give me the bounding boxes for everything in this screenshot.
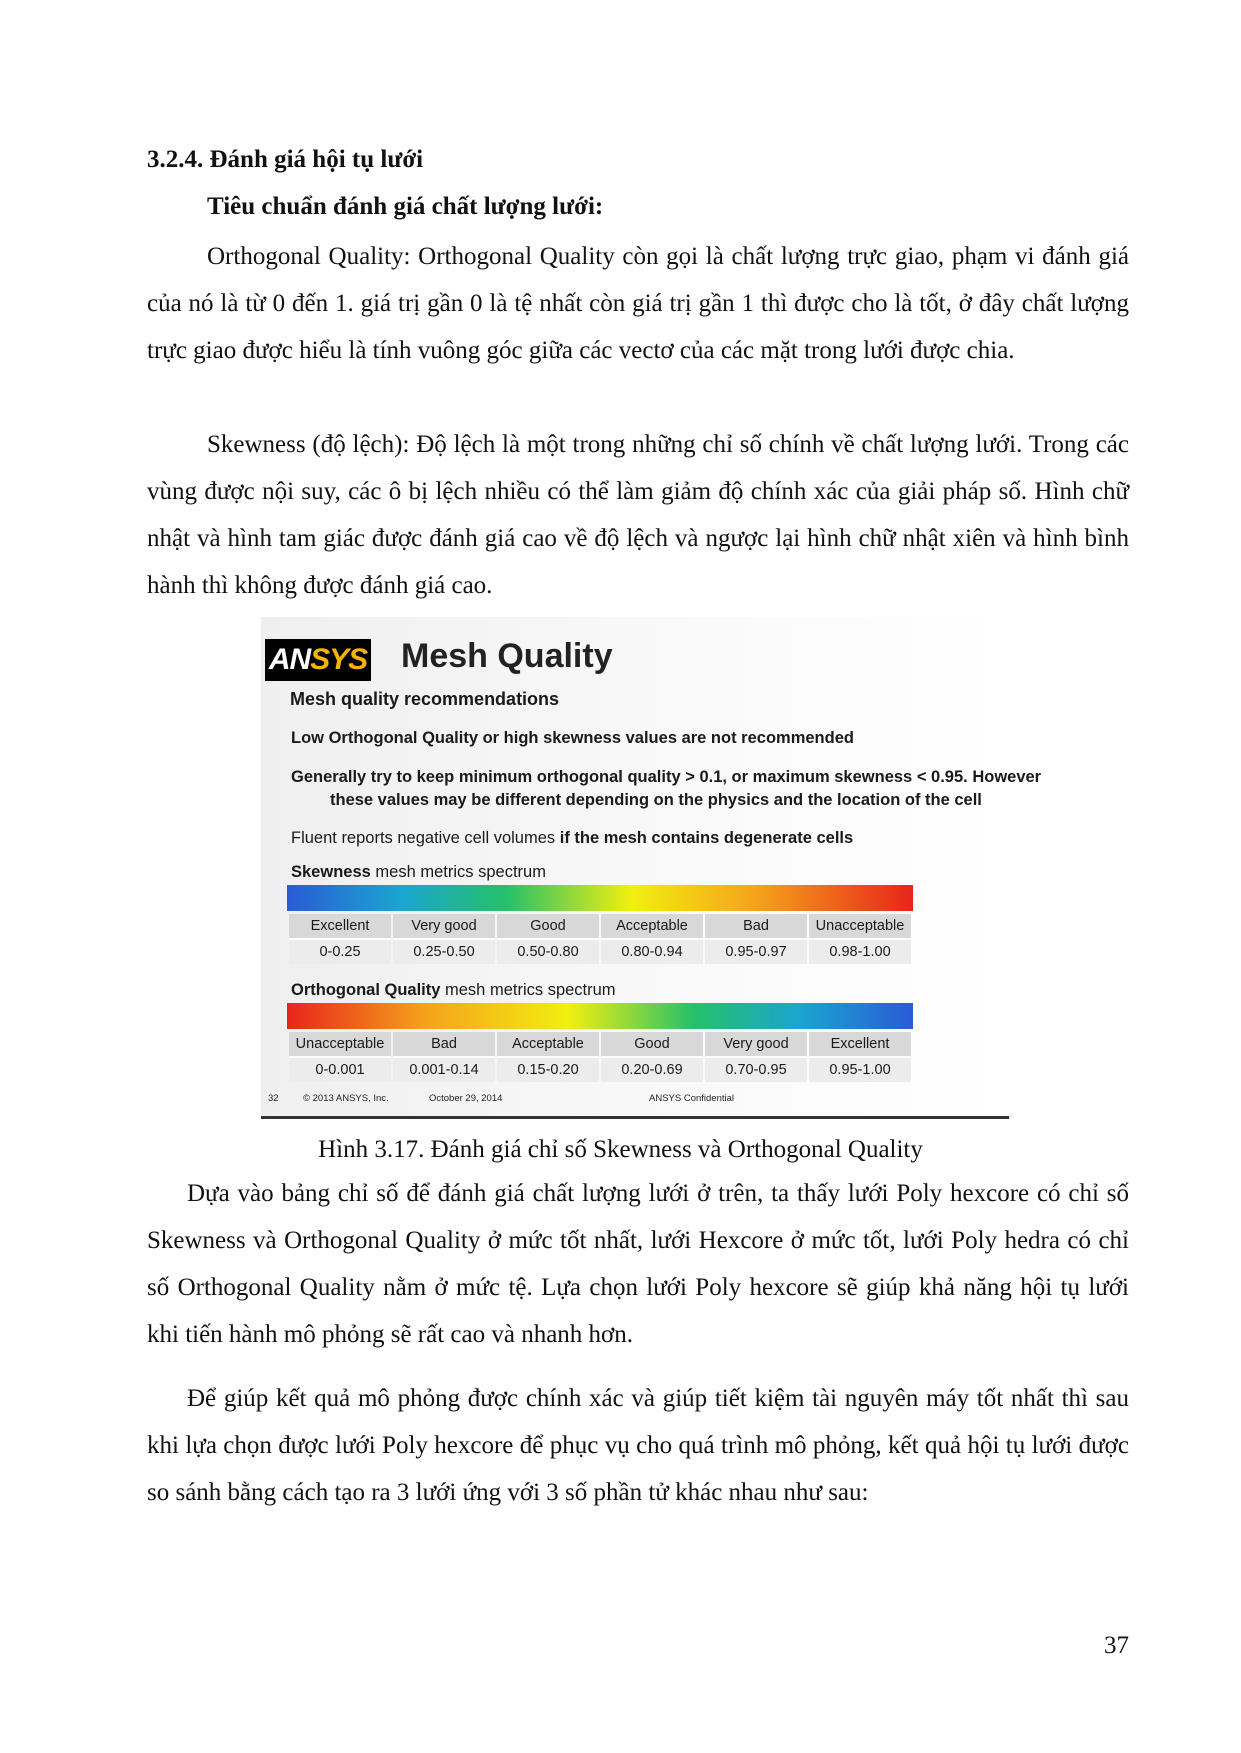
table-cell: Excellent — [809, 1032, 911, 1058]
skewness-color-bar — [287, 885, 913, 911]
recommendation-line-1: Low Orthogonal Quality or high skewness values are not recommended — [291, 729, 854, 747]
footer-confidential: ANSYS Confidential — [649, 1093, 735, 1104]
footer-date: October 29, 2014 — [429, 1093, 503, 1104]
ansys-logo: ANSYS — [265, 639, 371, 681]
footer-copyright: © 2013 ANSYS, Inc. — [303, 1093, 389, 1104]
footer-page: 32 — [268, 1093, 279, 1104]
recommendation-line-3: Fluent reports negative cell volumes if the mesh contains degenerate cells — [291, 829, 854, 847]
table-cell: 0.80-0.94 — [601, 940, 703, 964]
subheading: Tiêu chuẩn đánh giá chất lượng lưới: — [207, 193, 604, 220]
skewness-spectrum-label: Skewness mesh metrics spectrum — [291, 863, 546, 881]
table-cell: Unacceptable — [289, 1032, 391, 1058]
orthogonal-color-bar — [287, 1003, 913, 1029]
page-number: 37 — [1104, 1632, 1129, 1659]
table-cell: 0.25-0.50 — [393, 940, 495, 964]
table-cell: Unacceptable — [809, 914, 911, 940]
table-cell: Very good — [393, 914, 495, 940]
table-cell: Acceptable — [497, 1032, 599, 1058]
table-cell: 0.95-1.00 — [809, 1058, 911, 1082]
paragraph-result: Dựa vào bảng chỉ số để đánh giá chất lượng lưới ở trên, ta thấy lưới Poly hexcore có chỉ số Skewness và Orthogonal Quality ở mức tốt nhất, lưới Hexcore ở mức tốt, lưới Poly hedra có chỉ số Orthogonal Quality nằm ở mức tệ. Lựa chọn lưới Poly hexcore sẽ giúp khả năng hội tụ lưới khi tiến hành mô phỏng sẽ rất cao và nhanh hơn. — [147, 1180, 1129, 1348]
recommendation-line-2b: these values may be different depending on the physics and the location of the cell — [330, 791, 982, 809]
recommendations-heading: Mesh quality recommendations — [290, 689, 560, 709]
recommendation-line-2a: Generally try to keep minimum orthogonal quality > 0.1, or maximum skewness < 0.95. However — [291, 768, 1042, 786]
table-cell: Very good — [705, 1032, 807, 1058]
skewness-table — [287, 914, 913, 964]
table-cell: Bad — [393, 1032, 495, 1058]
table-cell: Good — [601, 1032, 703, 1058]
orthogonal-table — [287, 1032, 913, 1082]
table-cell: Good — [497, 914, 599, 940]
paragraph-skewness: Skewness (độ lệch): Độ lệch là một trong những chỉ số chính về chất lượng lưới. Trong các vùng được nội suy, các ô bị lệch nhiều có thể làm giảm độ chính xác của giải pháp số. Hình chữ nhật và hình tam giác được đánh giá cao về độ lệch và ngược lại hình chữ nhật xiên và hình bình hành thì không được đánh giá cao. — [147, 431, 1129, 599]
table-cell: 0.50-0.80 — [497, 940, 599, 964]
table-cell: Excellent — [289, 914, 391, 940]
mesh-quality-figure — [261, 617, 1042, 1119]
table-cell: 0.15-0.20 — [497, 1058, 599, 1082]
table-cell: 0-0.25 — [289, 940, 391, 964]
paragraph-conclusion: Để giúp kết quả mô phỏng được chính xác và giúp tiết kiệm tài nguyên máy tốt nhất thì sau khi lựa chọn được lưới Poly hexcore để phục vụ cho quá trình mô phỏng, kết quả hội tụ lưới được so sánh bằng cách tạo ra 3 lưới ứng với 3 số phần tử khác nhau như sau: — [147, 1385, 1129, 1506]
orthogonal-spectrum-label: Orthogonal Quality mesh metrics spectrum — [291, 981, 616, 999]
table-cell: Bad — [705, 914, 807, 940]
section-heading: 3.2.4. Đánh giá hội tụ lưới — [147, 146, 424, 173]
table-cell: Acceptable — [601, 914, 703, 940]
table-cell: 0.001-0.14 — [393, 1058, 495, 1082]
paragraph-orthogonal: Orthogonal Quality: Orthogonal Quality còn gọi là chất lượng trực giao, phạm vi đánh giá của nó là từ 0 đến 1. giá trị gần 0 là tệ nhất còn giá trị gần 1 thì được cho là tốt, ở đây chất lượng trực giao được hiểu là tính vuông góc giữa các vectơ của các mặt trong lưới được chia. — [147, 243, 1129, 364]
table-cell: 0.20-0.69 — [601, 1058, 703, 1082]
table-cell: 0.98-1.00 — [809, 940, 911, 964]
table-cell: 0.95-0.97 — [705, 940, 807, 964]
table-cell: 0-0.001 — [289, 1058, 391, 1082]
figure-title: Mesh Quality — [401, 637, 613, 675]
table-cell: 0.70-0.95 — [705, 1058, 807, 1082]
figure-caption: Hình 3.17. Đánh giá chỉ số Skewness và Orthogonal Quality — [318, 1136, 923, 1163]
